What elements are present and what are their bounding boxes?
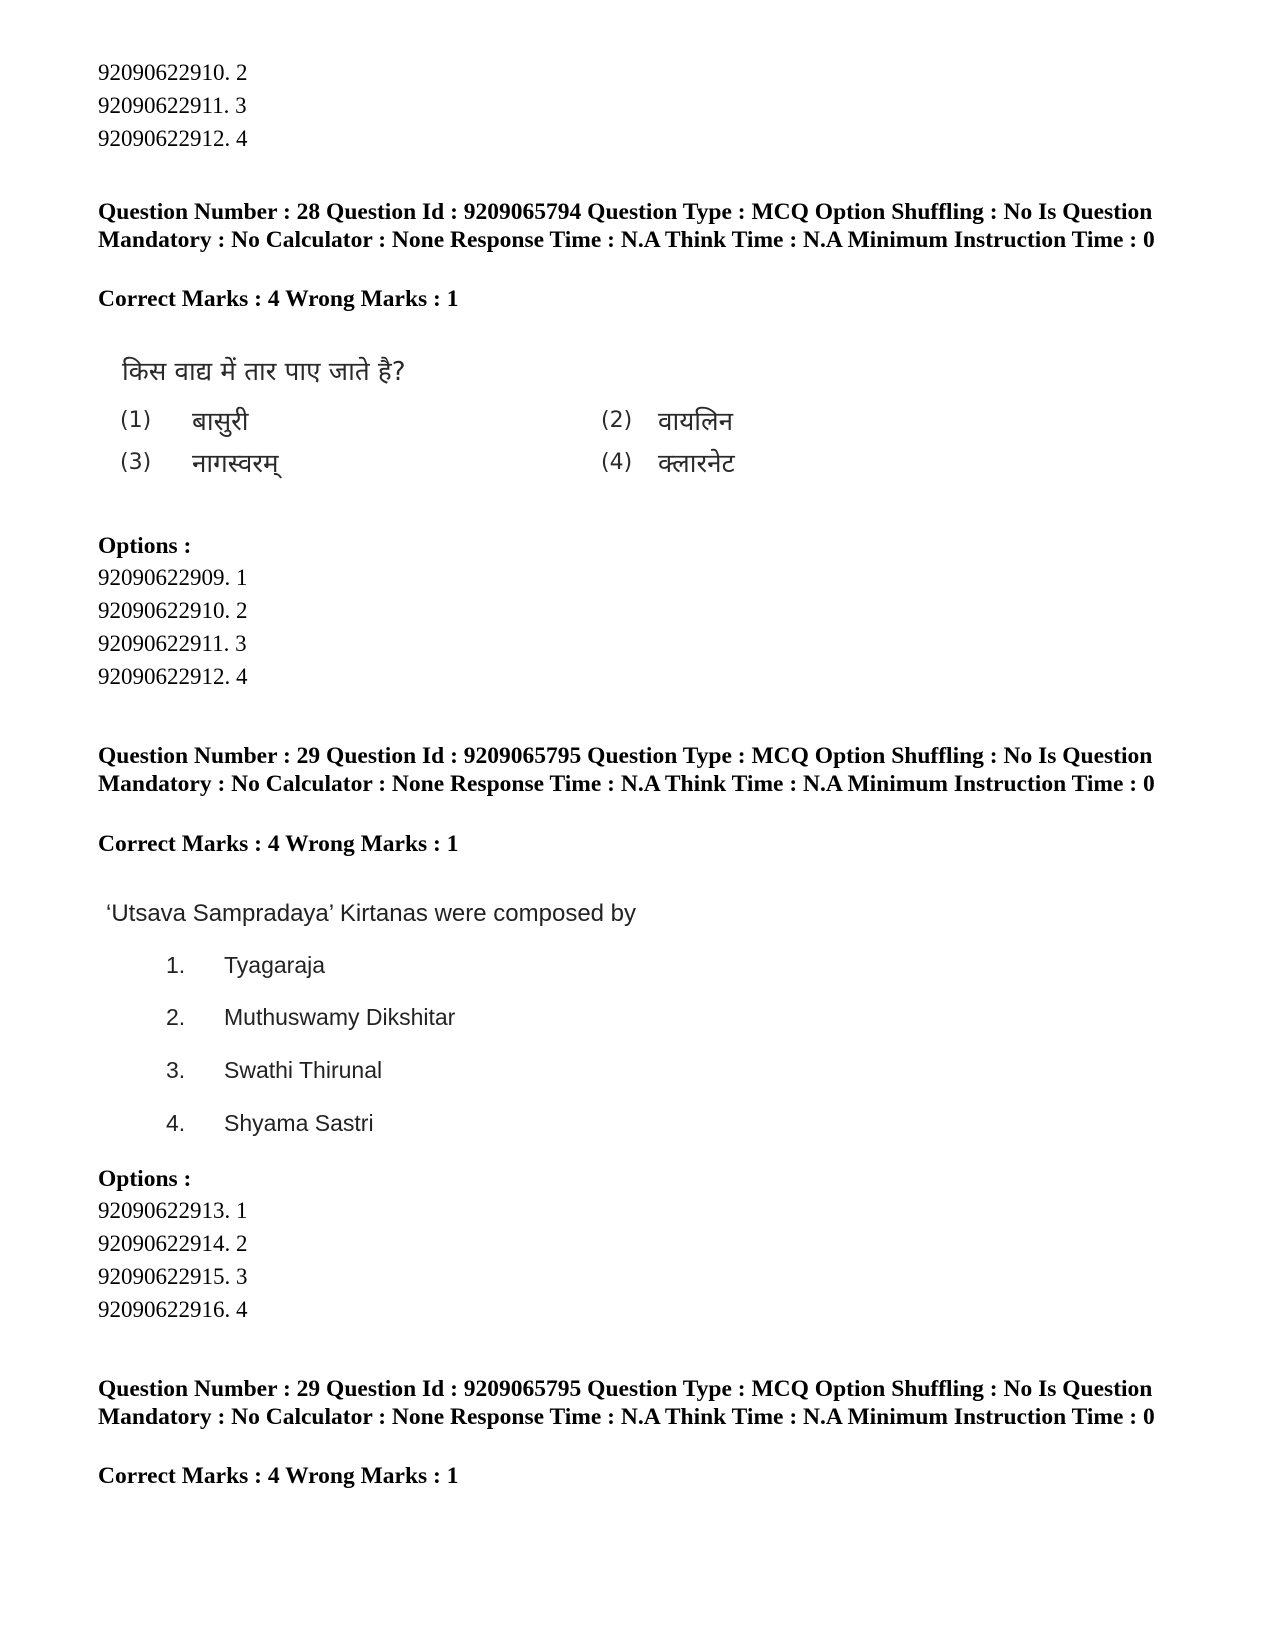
- question-marks: Correct Marks : 4 Wrong Marks : 1: [98, 286, 459, 312]
- choice-number: (3): [120, 450, 152, 475]
- question-marks: Correct Marks : 4 Wrong Marks : 1: [98, 1463, 459, 1489]
- option-line: 92090622910. 2: [98, 60, 248, 85]
- option-line: 92090622911. 3: [98, 631, 247, 656]
- choice-number: (1): [120, 408, 152, 433]
- choice-number: (2): [601, 408, 633, 433]
- option-line: 92090622909. 1: [98, 565, 248, 590]
- choice-text: बासुरी: [192, 407, 249, 437]
- option-line: 92090622911. 3: [98, 93, 247, 118]
- option-line: 92090622916. 4: [98, 1297, 248, 1322]
- question-stem: किस वाद्य में तार पाए जाते है?: [122, 357, 406, 387]
- question-header: Question Number : 29 Question Id : 9209065795 Question Type : MCQ Option Shuffling : No Is Question Mandatory : No Calculator : None Response Time : N.A Think Time : N.A Minimum Instruction Time : 0: [98, 1376, 1155, 1430]
- options-title: Options :: [98, 533, 192, 559]
- option-line: 92090622910. 2: [98, 598, 248, 623]
- choice-number: 3.: [166, 1057, 186, 1083]
- choice-text: Muthuswamy Dikshitar: [224, 1004, 456, 1030]
- choice-text: Swathi Thirunal: [224, 1057, 383, 1083]
- choice-text: नागस्वरम्: [192, 449, 279, 479]
- question-header: Question Number : 28 Question Id : 9209065794 Question Type : MCQ Option Shuffling : No Is Question Mandatory : No Calculator : None Response Time : N.A Think Time : N.A Minimum Instruction Time : 0: [98, 199, 1155, 253]
- option-line: 92090622914. 2: [98, 1231, 248, 1256]
- choice-text: Tyagaraja: [224, 952, 326, 978]
- choice-text: वायलिन: [658, 407, 734, 437]
- question-marks: Correct Marks : 4 Wrong Marks : 1: [98, 831, 459, 857]
- choice-text: क्लारनेट: [658, 449, 735, 479]
- option-line: 92090622912. 4: [98, 664, 248, 689]
- options-title: Options :: [98, 1166, 192, 1192]
- option-line: 92090622915. 3: [98, 1264, 248, 1289]
- option-line: 92090622912. 4: [98, 126, 248, 151]
- choice-number: (4): [601, 450, 633, 475]
- choice-number: 2.: [166, 1004, 186, 1030]
- choice-text: Shyama Sastri: [224, 1110, 374, 1136]
- option-line: 92090622913. 1: [98, 1198, 248, 1223]
- question-header: Question Number : 29 Question Id : 9209065795 Question Type : MCQ Option Shuffling : No Is Question Mandatory : No Calculator : None Response Time : N.A Think Time : N.A Minimum Instruction Time : 0: [98, 743, 1155, 797]
- question-stem: ‘Utsava Sampradaya’ Kirtanas were composed by: [106, 900, 637, 927]
- choice-number: 1.: [166, 952, 186, 978]
- choice-number: 4.: [166, 1110, 186, 1136]
